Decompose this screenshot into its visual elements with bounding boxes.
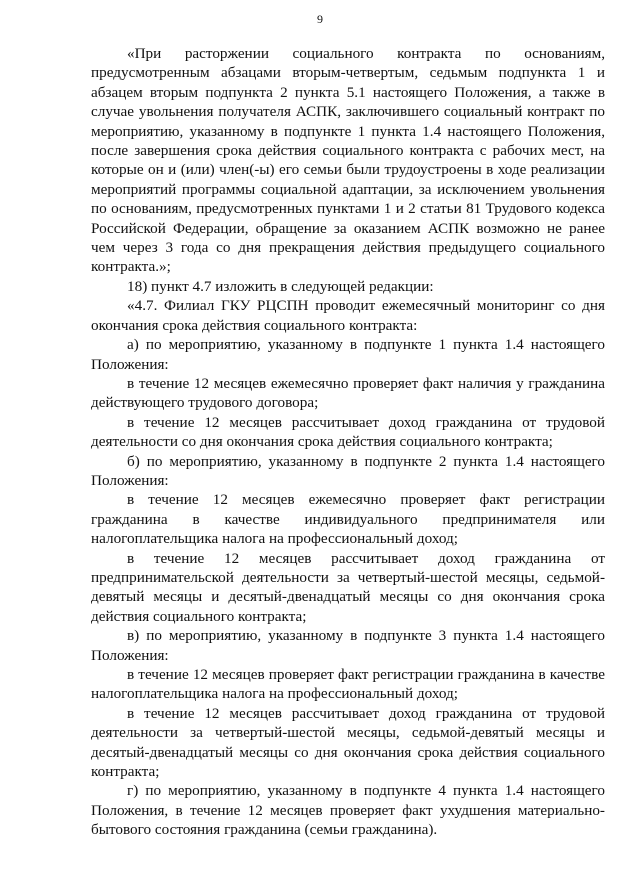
paragraph-subitem-a: а) по мероприятию, указанному в подпункте 1 пункта 1.4 настоящего Положения:	[91, 336, 605, 373]
paragraph-4-7-intro: «4.7. Филиал ГКУ РЦСПН проводит ежемесячный мониторинг со дня окончания срока действия социального контракта:	[91, 297, 605, 334]
paragraph-subitem-b: б) по мероприятию, указанному в подпункте 2 пункта 1.4 настоящего Положения:	[91, 452, 605, 489]
paragraph-termination-rules: «При расторжении социального контракта по основаниям, предусмотренным абзацами вторым-четвертым, седьмым подпункта 1 и абзацем вторым подпункта 2 пункта 5.1 настоящего Положения, а также в случае увольнения получателя АСПК, заключившего социальный контракт по мероприятию, указанному в подпункте 1 пункта 1.4 настоящего Положения, после завершения срока действия социального контракта с рабочих мест, на которые он и (или) член(-ы) его семьи были трудоустроены в ходе реализации мероприятий программы социальной адаптации, за исключением увольнения по основаниям, предусмотренных пунктами 1 и 2 статьи 81 Трудового кодекса Российской Федерации, обращение за оказанием АСПК возможно не ранее чем через 3 года со дня прекращения действия предыдущего социального контракта.»;	[91, 45, 605, 276]
page-number: 9	[317, 12, 323, 26]
paragraph-v-income-calculation: в течение 12 месяцев рассчитывает доход гражданина от трудовой деятельности за четвертый-шестой месяцы, седьмой-девятый месяцы и десятый-двенадцатый месяцы со дня окончания срока действия социального контракта;	[91, 704, 605, 781]
paragraph-v-registration-check: в течение 12 месяцев проверяет факт регистрации гражданина в качестве налогоплательщика налога на профессиональный доход;	[91, 666, 605, 703]
document-body	[91, 44, 605, 840]
paragraph-item-18: 18) пункт 4.7 изложить в следующей редакции:	[127, 277, 434, 295]
paragraph-subitem-g: г) по мероприятию, указанному в подпункте 4 пункта 1.4 настоящего Положения, в течение 12 месяцев проверяет факт ухудшения материально-бытового состояния гражданина (семьи гражданина).	[91, 782, 605, 839]
paragraph-b-income-calculation: в течение 12 месяцев рассчитывает доход гражданина от предпринимательской деятельности за четвертый-шестой месяцы, седьмой-девятый месяцы и десятый-двенадцатый месяцы со дня окончания срока действия социального контракта;	[91, 549, 605, 625]
paragraph-a-income-calculation: в течение 12 месяцев рассчитывает доход гражданина от трудовой деятельности со дня окончания срока действия социального контракта;	[91, 413, 605, 451]
paragraph-b-registration-check: в течение 12 месяцев ежемесячно проверяет факт регистрации гражданина в качестве индивидуального предпринимателя или налогоплательщика налога на профессиональный доход;	[91, 491, 605, 548]
paragraph-a-employment-check: в течение 12 месяцев ежемесячно проверяет факт наличия у гражданина действующего трудового договора;	[91, 374, 605, 412]
paragraph-subitem-v: в) по мероприятию, указанному в подпункте 3 пункта 1.4 настоящего Положения:	[91, 627, 605, 664]
